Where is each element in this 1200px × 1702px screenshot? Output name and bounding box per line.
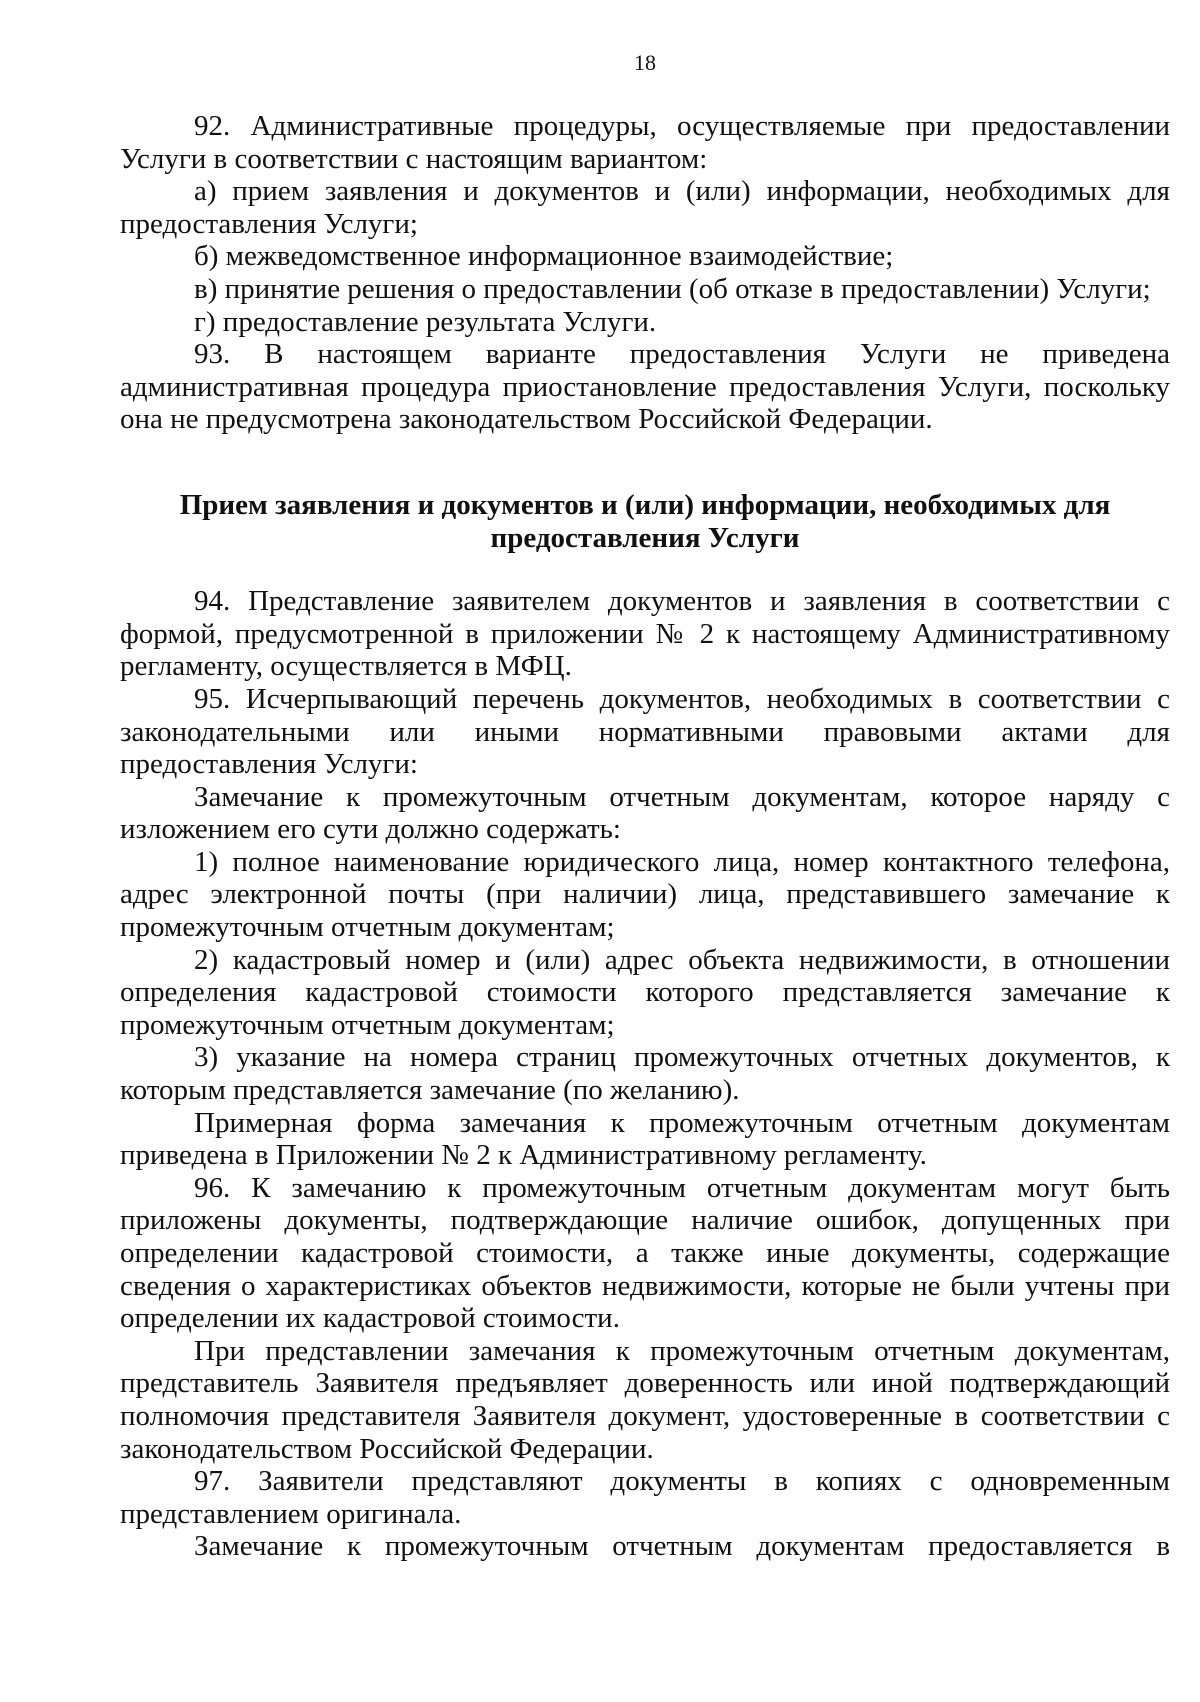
page-number: 18	[634, 50, 656, 75]
paragraph-96: 96. К замечанию к промежуточным отчетным документам могут быть приложены документы, подтверждающие наличие ошибок, допущенных при определении кадастровой стоимости, а также иные документы, содержащие сведения о характеристиках объектов недвижимости, которые не были учтены при определении их кадастровой стоимости.	[120, 1171, 1170, 1335]
paragraph-97: 97. Заявители представляют документы в копиях с одновременным представлением оригинала.	[120, 1465, 1170, 1530]
representative-note: При представлении замечания к промежуточным отчетным документам, представитель Заявителя предъявляет доверенность или иной подтверждающий полномочия представителя Заявителя документ, удостоверенные в соответствии с законодательством Российской Федерации.	[120, 1334, 1170, 1465]
document-body	[120, 110, 1170, 1563]
list-item-v: в) принятие решения о предоставлении (об отказе в предоставлении) Услуги;	[194, 272, 1151, 305]
list-item-b: б) межведомственное информационное взаимодействие;	[194, 240, 894, 273]
last-line-word: к	[347, 1530, 362, 1563]
paragraph-94: 94. Представление заявителем документов и заявления в соответствии с формой, предусмотренной в приложении № 2 к настоящему Административному регламенту, осуществляется в МФЦ.	[120, 585, 1170, 683]
requirement-item-1: 1) полное наименование юридического лица, номер контактного телефона, адрес электронной почты (при наличии) лица, представившего замечание к промежуточным отчетным документам;	[120, 845, 1170, 944]
last-line-word: отчетным	[612, 1530, 733, 1563]
last-line-word: предоставляется	[928, 1530, 1133, 1563]
last-line-word: документам	[756, 1530, 905, 1563]
requirement-item-2: 2) кадастровый номер и (или) адрес объекта недвижимости, в отношении определения кадастровой стоимости которого представляется замечание к промежуточным отчетным документам;	[120, 943, 1170, 1041]
remark-requirements: Замечание к промежуточным отчетным документам, которое наряду с изложением его сути должно содержать:	[120, 780, 1170, 846]
last-line-word: Замечание	[194, 1530, 324, 1563]
paragraph-95: 95. Исчерпывающий перечень документов, необходимых в соответствии с законодательными или иными нормативными правовыми актами для предоставления Услуги:	[120, 682, 1170, 781]
list-item-a: а) прием заявления и документов и (или) информации, необходимых для предоставления Услуги;	[120, 175, 1170, 240]
paragraph-93: 93. В настоящем варианте предоставления Услуги не приведена административная процедура приостановление предоставления Услуги, поскольку она не предусмотрена законодательством Российской Федерации.	[120, 338, 1170, 436]
last-line-word: промежуточным	[384, 1530, 589, 1563]
paragraph-92: 92. Административные процедуры, осуществляемые при предоставлении Услуги в соответствии с настоящим вариантом:	[120, 110, 1170, 175]
last-line-justified	[120, 1530, 1170, 1563]
sample-form-note: Примерная форма замечания к промежуточным отчетным документам приведена в Приложении № 2 к Административному регламенту.	[120, 1106, 1170, 1172]
requirement-item-3: 3) указание на номера страниц промежуточных отчетных документов, к которым представляется замечание (по желанию).	[120, 1041, 1170, 1107]
section-heading: Прием заявления и документов и (или) информации, необходимых для предоставления Услуги	[179, 488, 1111, 554]
last-line-word: в	[1156, 1530, 1171, 1563]
list-item-g: г) предоставление результата Услуги.	[194, 305, 657, 338]
